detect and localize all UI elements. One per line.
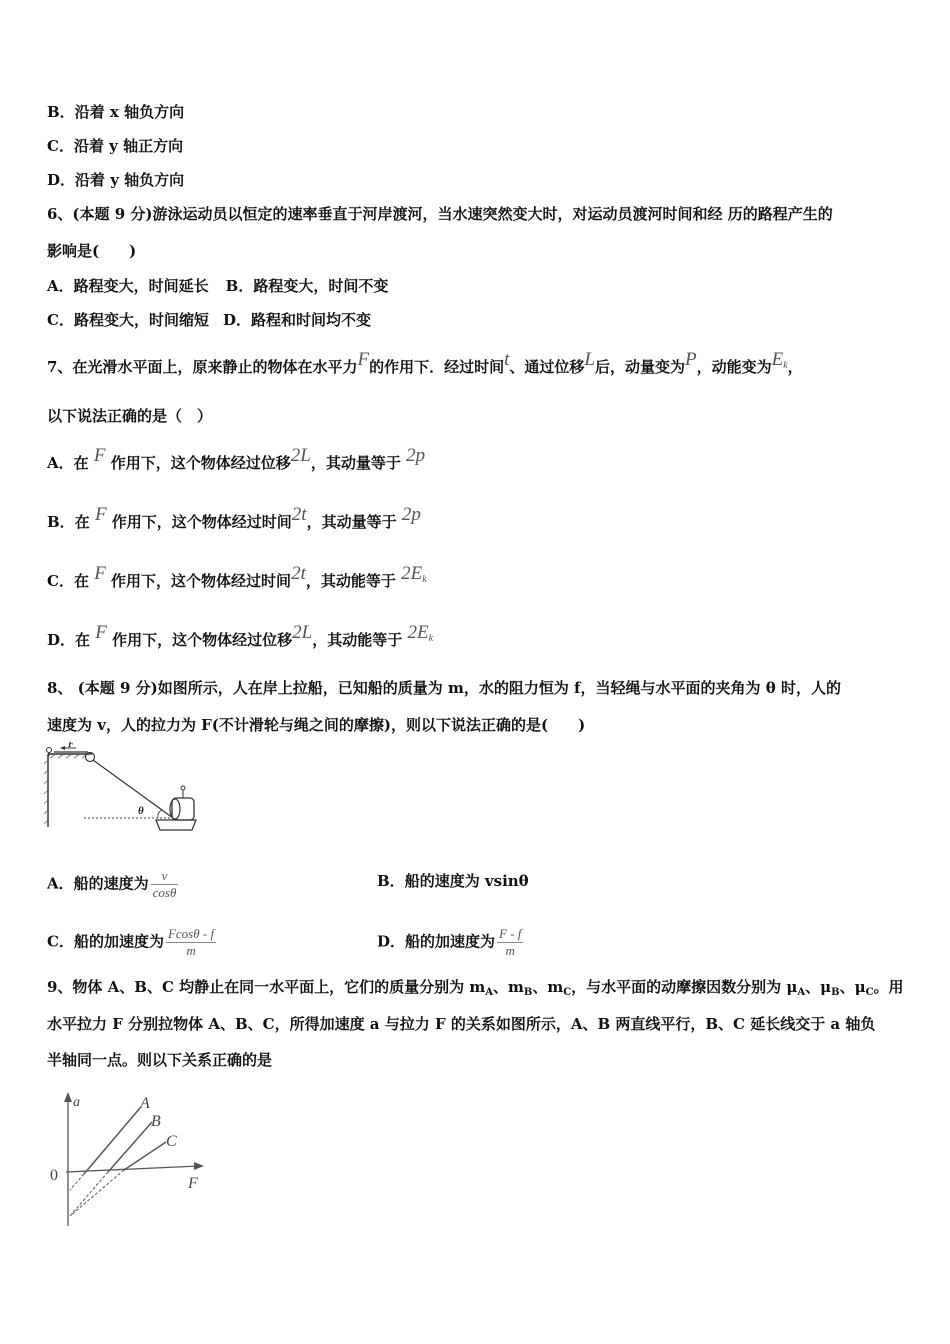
q8-option-b: B．船的速度为 vsinθ	[377, 872, 529, 890]
q9-stem-line1: 9、物体 A、B、C 均静止在同一水平面上，它们的质量分别为 $m_A$、$m_B$、$m_C$，与水平面的动摩擦因数分别为 $\mu_A$、$\mu_B$、$\mu_C$。用	[47, 978, 904, 998]
axis-label-a: a	[73, 1095, 80, 1110]
axis-label-F: F	[188, 1175, 198, 1192]
q8-option-a: A．船的速度为 $\frac{v}{\cos\theta}$	[47, 868, 177, 900]
angle-label-theta: θ	[138, 805, 144, 817]
q9-stem-line3: 半轴同一点。则以下关系正确的是	[47, 1051, 273, 1069]
q9-stem-line2: 水平拉力 F 分别拉物体 A、B、C，所得加速度 a 与拉力 F 的关系如图所示，A、B 两直线平行，B、C 延长线交于 a 轴负	[47, 1015, 876, 1033]
q7-option-d: D．在 F 作用下，这个物体经过位移2L，其动能等于 $2E_k$	[47, 622, 434, 649]
q8-option-d: D．船的加速度为 $\frac{F - f}{m}$	[377, 926, 522, 958]
a-F-graph	[44, 1088, 214, 1233]
q5-option-b: B．沿着 x 轴负方向	[47, 103, 185, 121]
force-label-F: F	[68, 742, 75, 749]
q6-stem-line2: 影响是( )	[47, 242, 137, 260]
line-label-A: A	[140, 1095, 150, 1112]
q6-options-row1: A．路程变大，时间延长 B．路程变大，时间不变	[47, 277, 389, 295]
q8-option-c: C．船的加速度为 $\frac{Fcos\theta - f}{m}$	[47, 926, 215, 958]
q8-stem-line2: 速度为 v，人的拉力为 F(不计滑轮与绳之间的摩擦)，则以下说法正确的是( )	[47, 716, 586, 734]
q8-stem-line1: 8、 (本题 9 分)如图所示，人在岸上拉船，已知船的质量为 m，水的阻力恒为 f，当轻绳与水平面的夹角为 θ 时，人的	[47, 679, 841, 697]
line-label-C: C	[166, 1133, 177, 1150]
origin-label: 0	[50, 1167, 58, 1184]
q6-options-row2: C．路程变大，时间缩短 D．路程和时间均不变	[47, 311, 371, 329]
q6-stem-line1: 6、(本题 9 分)游泳运动员以恒定的速率垂直于河岸渡河，当水速突然变大时，对运动员渡河时间和经 历的路程产生的	[47, 205, 833, 223]
q7-stem-line2: 以下说法正确的是（ ）	[47, 407, 213, 425]
boat-pulling-figure	[40, 742, 210, 837]
line-B	[108, 1122, 152, 1172]
q5-option-c: C．沿着 y 轴正方向	[47, 137, 184, 155]
q7-stem: 7、在光滑水平面上，原来静止的物体在水平力F的作用下．经过时间t、通过位移L后，动量变为P，动能变为$E_k$，	[47, 349, 803, 376]
q5-option-d: D．沿着 y 轴负方向	[47, 171, 185, 189]
q7-option-c: C．在 F 作用下，这个物体经过时间2t，其动能等于 $2E_k$	[47, 563, 427, 590]
q7-option-b: B．在 F 作用下，这个物体经过时间2t，其动量等于 2p	[47, 504, 421, 531]
line-label-B: B	[151, 1113, 161, 1130]
q7-option-a: A．在 F 作用下，这个物体经过位移2L，其动量等于 2p	[47, 445, 426, 472]
